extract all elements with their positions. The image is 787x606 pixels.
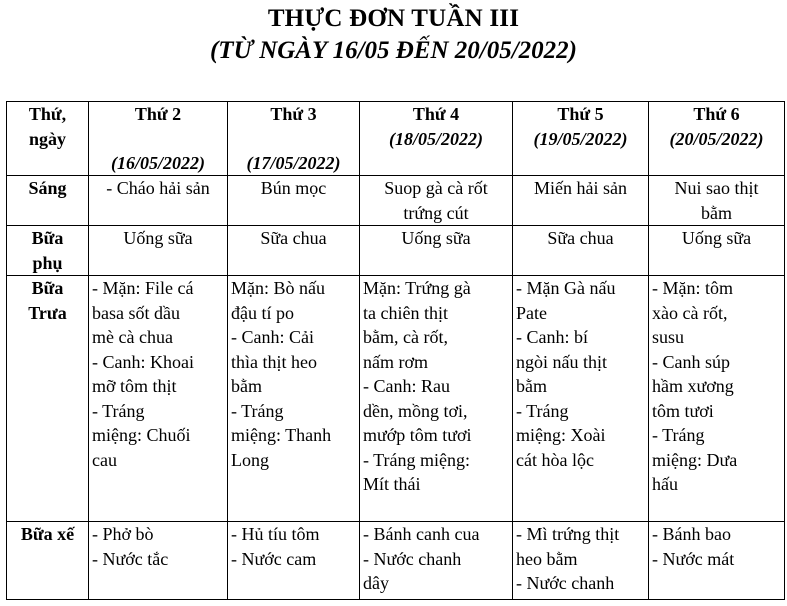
menu-line: - Tráng [652, 425, 705, 445]
menu-line: thìa thịt heo [231, 351, 317, 372]
menu-line: basa sốt dầu [92, 302, 180, 323]
menu-line: Bún mọc [260, 178, 327, 198]
menu-line: Sữa chua [260, 228, 327, 248]
menu-line: Mặn: Trứng gà [363, 278, 471, 298]
meal-label-line: Trưa [28, 302, 67, 323]
menu-cell [228, 226, 360, 276]
menu-line: ngòi nấu thịt [516, 351, 607, 372]
menu-line: mè cà chua [92, 327, 173, 347]
spacer [92, 127, 224, 151]
menu-cell [649, 226, 785, 276]
menu-cell [360, 522, 513, 600]
menu-line: hấu [652, 474, 678, 494]
afternoon-row [7, 522, 785, 600]
menu-line: miệng: Chuối [92, 425, 191, 445]
menu-line: - Hủ tíu tôm [231, 524, 320, 544]
day-date: (17/05/2022) [246, 152, 341, 173]
menu-line: - Canh: Khoai [92, 351, 194, 372]
day-name: Thứ 4 [412, 104, 460, 124]
menu-line: Mít thái [363, 474, 421, 494]
menu-line: - Nước cam [231, 548, 317, 569]
corner-label-line: Thứ, [28, 104, 67, 124]
menu-line: bằm [516, 376, 547, 396]
meal-label-line: Bữa [31, 228, 64, 248]
day-date: (16/05/2022) [111, 152, 205, 173]
menu-cell [513, 522, 649, 600]
menu-line: dây [363, 573, 389, 593]
menu-line: Pate [516, 302, 547, 323]
menu-cell [649, 522, 785, 600]
menu-line: trứng cút [403, 202, 469, 223]
menu-line: - Mặn: File cá [92, 278, 194, 298]
menu-line: xào cà rốt, [652, 302, 728, 323]
day-date: (19/05/2022) [533, 128, 628, 149]
menu-line: Uống sữa [401, 228, 471, 248]
menu-line: heo bằm [516, 548, 578, 569]
day-name: Thứ 5 [557, 104, 604, 124]
day-name: Thứ 3 [270, 104, 317, 124]
menu-line: Miến hải sản [534, 178, 627, 198]
menu-cell [513, 226, 649, 276]
menu-cell [228, 176, 360, 226]
menu-cell [228, 276, 360, 522]
menu-cell [89, 176, 228, 226]
menu-line: Nui sao thịt [674, 178, 759, 198]
menu-line: miệng: Dưa [652, 449, 738, 470]
menu-line: - Mặn: tôm [652, 278, 733, 298]
header-row [7, 102, 785, 176]
menu-line: Sữa chua [547, 228, 614, 248]
menu-line: Uống sữa [123, 228, 193, 248]
meal-label-line: Bữa [31, 278, 64, 298]
menu-cell [89, 226, 228, 276]
menu-line: miệng: Thanh [231, 425, 332, 445]
menu-line: đậu tí po [231, 302, 294, 323]
meal-label-line: phụ [32, 252, 63, 273]
menu-cell [89, 276, 228, 522]
menu-line: bằm [231, 376, 262, 396]
menu-line: - Canh: Cải [231, 327, 314, 347]
meal-label-lunch [7, 276, 89, 522]
menu-line: - Tráng miệng: [363, 449, 471, 470]
menu-line: - Canh súp [652, 351, 730, 372]
menu-line: cau [92, 449, 117, 470]
menu-line: susu [652, 327, 685, 347]
menu-line: cát hòa lộc [516, 449, 594, 470]
day-name: Thứ 6 [693, 104, 740, 124]
snack-row [7, 226, 785, 276]
day-date: (18/05/2022) [389, 128, 483, 149]
menu-line: - Canh: bí [516, 327, 588, 347]
menu-line: - Nước chanh [363, 548, 462, 569]
spacer [231, 127, 356, 151]
day-name: Thứ 2 [134, 104, 182, 124]
menu-cell [649, 276, 785, 522]
menu-line: tôm tươi [652, 400, 714, 421]
meal-label-breakfast: Sáng [7, 176, 89, 226]
menu-cell [89, 522, 228, 600]
day-header-wed [360, 102, 513, 176]
day-header-tue [228, 102, 360, 176]
menu-cell [360, 176, 513, 226]
menu-cell [360, 276, 513, 522]
meal-label-snack [7, 226, 89, 276]
menu-subtitle: (TỪ NGÀY 16/05 ĐẾN 20/05/2022) [209, 37, 578, 64]
menu-cell [649, 176, 785, 226]
menu-cell [513, 276, 649, 522]
menu-cell [228, 522, 360, 600]
menu-line: - Mặn Gà nấu [516, 278, 616, 298]
menu-line: - Nước tắc [92, 548, 169, 569]
menu-title: THỰC ĐƠN TUẦN III [267, 5, 520, 32]
menu-line: - Cháo hải sản [106, 178, 210, 198]
day-header-thu [513, 102, 649, 176]
menu-line: - Phở bò [92, 524, 154, 544]
menu-cell [360, 226, 513, 276]
menu-line: Mặn: Bò nấu [231, 278, 325, 298]
menu-line: Suop gà cà rốt [384, 178, 488, 198]
menu-line: dền, mồng tơi, [363, 400, 468, 421]
menu-line: miệng: Xoài [516, 425, 606, 445]
menu-line: - Canh: Rau [363, 376, 450, 396]
menu-line: bằm, cà rốt, [363, 327, 448, 347]
menu-line: - Nước chanh [516, 573, 615, 593]
menu-line: - Bánh canh cua [363, 524, 480, 544]
menu-line: - Bánh bao [652, 524, 731, 544]
weekly-menu-table [6, 101, 785, 600]
day-header-mon [89, 102, 228, 176]
menu-line: - Mì trứng thịt [516, 524, 620, 544]
menu-line: - Tráng [231, 400, 284, 421]
corner-cell [7, 102, 89, 176]
menu-line: ta chiên thịt [363, 302, 448, 323]
menu-line: Uống sữa [681, 228, 752, 248]
menu-line: mỡ tôm thịt [92, 376, 177, 396]
meal-label-afternoon: Bữa xế [7, 522, 89, 600]
menu-line: Long [231, 449, 269, 470]
day-header-fri [649, 102, 785, 176]
menu-line: - Nước mát [652, 548, 735, 569]
breakfast-row [7, 176, 785, 226]
menu-line: - Tráng [92, 400, 145, 421]
menu-line: nấm rơm [363, 351, 429, 372]
lunch-row [7, 276, 785, 522]
menu-line: - Tráng [516, 400, 569, 421]
menu-line: hầm xương [652, 376, 734, 396]
menu-cell [513, 176, 649, 226]
menu-line: mướp tôm tươi [363, 425, 472, 445]
corner-label-line: ngày [28, 128, 66, 149]
menu-line: bằm [701, 202, 732, 223]
day-date: (20/05/2022) [669, 128, 764, 149]
